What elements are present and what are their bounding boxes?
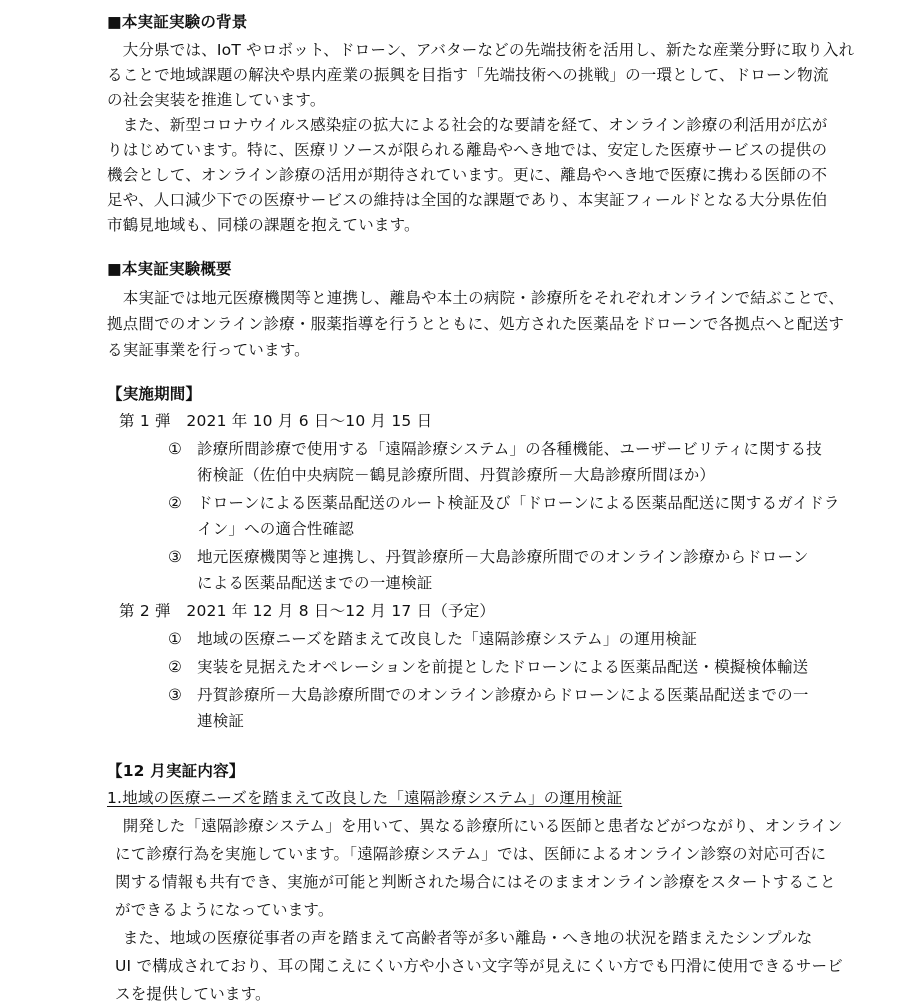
- list-item-number: ②: [168, 658, 183, 676]
- paragraph-line: にて診療行為を実施しています。「遠隔診療システム」では、医師によるオンライン診察の対応可否に: [115, 845, 827, 863]
- paragraph-line: また、新型コロナウイルス感染症の拡大による社会的な要請を経て、オンライン診療の利活用が広が: [107, 116, 828, 134]
- list-item-number: ③: [168, 548, 183, 566]
- list-item-line: による医薬品配送までの一連検証: [197, 574, 433, 592]
- paragraph-line: UI で構成されており、耳の聞こえにくい方や小さい文字等が見えにくい方でも円滑に使用できるサービ: [115, 957, 843, 975]
- phase-1-title: 第 1 弾 2021 年 10 月 6 日～10 月 15 日: [119, 412, 433, 430]
- list-item-line: 連検証: [197, 712, 245, 730]
- paragraph-line: スを提供しています。: [115, 985, 271, 1003]
- list-item-number: ③: [168, 686, 183, 704]
- section-heading-december: 【12 月実証内容】: [107, 762, 245, 780]
- list-item-line: ドローンによる医薬品配送のルート検証及び「ドローンによる医薬品配送に関するガイドラ: [197, 494, 840, 512]
- section-subheading: 1.地域の医療ニーズを踏まえて改良した「遠隔診療システム」の運用検証: [107, 789, 623, 807]
- list-item-line: 実装を見据えたオペレーションを前提としたドローンによる医薬品配送・模擬検体輸送: [197, 658, 809, 676]
- list-item-line: イン」への適合性確認: [197, 520, 355, 538]
- section-heading-overview: ■本実証実験概要: [107, 260, 232, 278]
- paragraph-line: ることで地域課題の解決や県内産業の振興を目指す「先端技術への挑戦」の一環として、ドローン物流: [107, 66, 829, 84]
- paragraph-line: また、地域の医療従事者の声を踏まえて高齢者等が多い離島・へき地の状況を踏まえたシンプルな: [107, 929, 813, 947]
- paragraph-line: ができるようになっています。: [115, 901, 334, 919]
- paragraph-line: る実証事業を行っています。: [107, 341, 310, 359]
- list-item-line: 診療所間診療で使用する「遠隔診療システム」の各種機能、ユーザービリティに関する技: [197, 440, 822, 458]
- paragraph-line: 拠点間でのオンライン診療・服薬指導を行うとともに、処方された医薬品をドローンで各拠点へと配送す: [107, 315, 845, 333]
- paragraph-line: 関する情報も共有でき、実施が可能と判断された場合にはそのままオンライン診療をスタートすること: [115, 873, 836, 891]
- section-heading-background: ■本実証実験の背景: [107, 13, 248, 31]
- paragraph-line: 本実証では地元医療機関等と連携し、離島や本土の病院・診療所をそれぞれオンラインで結ぶことで、: [107, 289, 845, 307]
- phase-2-title: 第 2 弾 2021 年 12 月 8 日～12 月 17 日（予定）: [119, 602, 496, 620]
- list-item-number: ①: [168, 630, 183, 648]
- paragraph-line: の社会実装を推進しています。: [107, 91, 326, 109]
- list-item-line: 地域の医療ニーズを踏まえて改良した「遠隔診療システム」の運用検証: [197, 630, 698, 648]
- paragraph-line: りはじめています。特に、医療リソースが限られる離島やへき地では、安定した医療サービスの提供の: [107, 141, 828, 159]
- list-item-number: ①: [168, 440, 183, 458]
- paragraph-line: 足や、人口減少下での医療サービスの維持は全国的な課題であり、本実証フィールドとなる大分県佐伯: [107, 191, 828, 209]
- list-item-number: ②: [168, 494, 183, 512]
- paragraph-line: 市鶴見地域も、同様の課題を抱えています。: [107, 216, 420, 234]
- list-item-line: 術検証（佐伯中央病院－鶴見診療所間、丹賀診療所－大島診療所間ほか）: [197, 466, 716, 484]
- list-item-line: 地元医療機関等と連携し、丹賀診療所－大島診療所間でのオンライン診療からドローン: [197, 548, 809, 566]
- paragraph-line: 開発した「遠隔診療システム」を用いて、異なる診療所にいる医師と患者などがつながり、オンライン: [107, 817, 843, 835]
- section-heading-period: 【実施期間】: [107, 385, 202, 403]
- list-item-line: 丹賀診療所－大島診療所間でのオンライン診療からドローンによる医薬品配送までの一: [197, 686, 809, 704]
- paragraph-line: 大分県では、IoT やロボット、ドローン、アバターなどの先端技術を活用し、新たな産業分野に取り入れ: [107, 41, 855, 59]
- paragraph-line: 機会として、オンライン診療の活用が期待されています。更に、離島やへき地で医療に携わる医師の不: [107, 166, 828, 184]
